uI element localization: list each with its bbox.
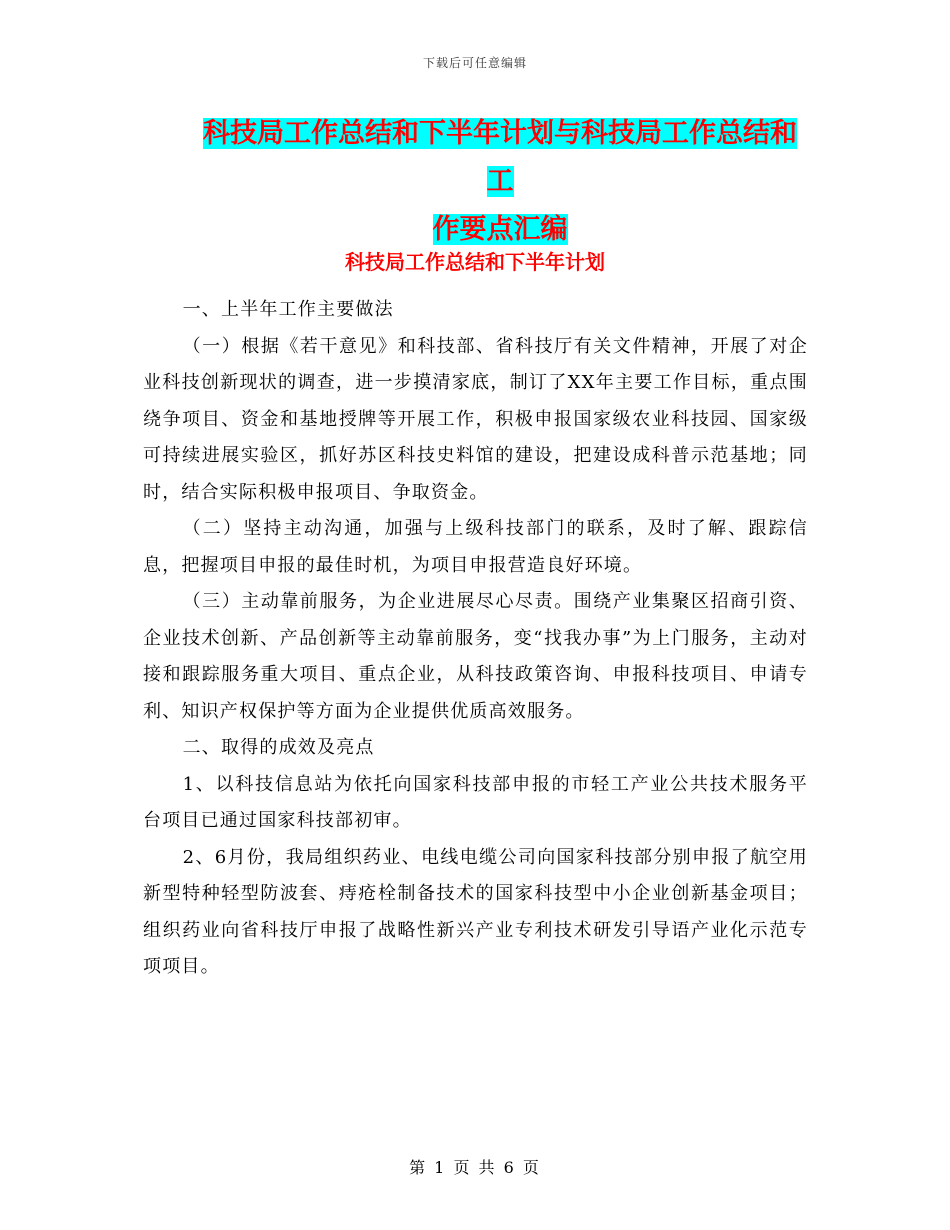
paragraph: （二）坚持主动沟通，加强与上级科技部门的联系，及时了解、跟踪信息，把握项目申报的最佳时机，为项目申报营造良好环境。	[143, 518, 808, 576]
paragraph: （一）根据《若干意见》和科技部、省科技厅有关文件精神，开展了对企业科技创新现状的调查，进一步摸清家底，制订了XX年主要工作目标，重点围绕争项目、资金和基地授牌等开展工作，积极申报国家级农业科技园、国家级可持续进展实验区，抓好苏区科技史料馆的建设，把建设成科普示范基地；同时，结合实际积极申报项目、争取资金。	[143, 335, 808, 503]
paragraph: 2、6月份，我局组织药业、电线电缆公司向国家科技部分别申报了航空用新型特种轻型防波套、痔疮栓制备技术的国家科技型中小企业创新基金项目；组织药业向省科技厅申报了战略性新兴产业专利技术研发引导语产业化示范专项项目。	[143, 846, 808, 977]
paragraph-heading-1: 一、上半年工作主要做法	[182, 299, 394, 320]
document-title-line-2: 作要点汇编	[432, 214, 568, 245]
page-number: 第 1 页 共 6 页	[409, 1158, 541, 1177]
section-title: 科技局工作总结和下半年计划	[345, 250, 605, 274]
page-header-note: 下载后可任意编辑	[422, 56, 527, 70]
document-body	[143, 292, 808, 986]
document-title-line-1: 科技局工作总结和下半年计划与科技局工作总结和工	[203, 118, 797, 197]
paragraph: 1、以科技信息站为依托向国家科技部申报的市轻工产业公共技术服务平台项目已通过国家科技部初审。	[143, 773, 808, 831]
document-title	[190, 110, 810, 254]
paragraph-heading-2: 二、取得的成效及亮点	[182, 737, 375, 758]
paragraph: （三）主动靠前服务，为企业进展尽心尽责。围绕产业集聚区招商引资、企业技术创新、产品创新等主动靠前服务，变“找我办事”为上门服务，主动对接和跟踪服务重大项目、重点企业，从科技政策咨询、申报科技项目、申请专利、知识产权保护等方面为企业提供优质高效服务。	[143, 591, 808, 722]
